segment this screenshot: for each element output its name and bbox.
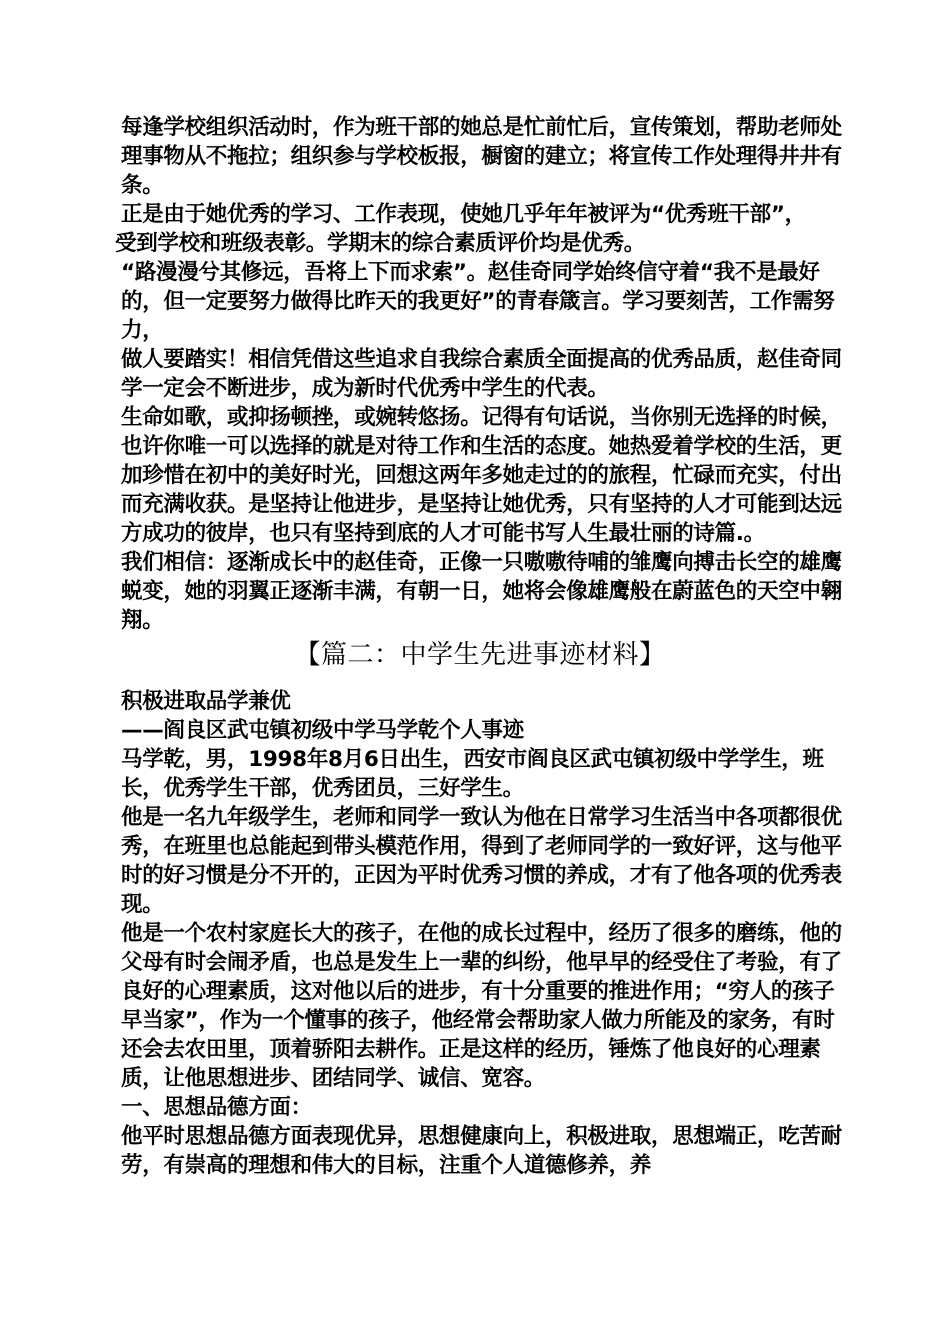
document-page <box>115 113 845 1180</box>
article-subtitle: ——阎良区武屯镇初级中学马学乾个人事迹 <box>121 718 524 743</box>
paragraph: 生命如歌，或抑扬顿挫，或婉转悠扬。记得有句话说，当你别无选择的时候，也许你唯一可以选择的就是对待工作和生活的态度。她热爱着学校的生活，更加珍惜在初中的美好时光，回想这两年多她走过的的旅程，忙碌而充实，付出而充满收获。是坚持让他进步，是坚持让她优秀，只有坚持的人才可能到达远方成功的彼岸，也只有坚持到底的人才可能书写人生最壮丽的诗篇.。 <box>121 405 842 546</box>
paragraph: 做人要踏实！相信凭借这些追求自我综合素质全面提高的优秀品质，赵佳奇同学一定会不断进步，成为新时代优秀中学生的代表。 <box>121 347 842 401</box>
section-subheading: 一、思想品德方面： <box>121 1095 312 1120</box>
paragraph: 马学乾，男，1998年8月6日出生，西安市阎良区武屯镇初级中学学生，班长，优秀学生干部，优秀团员，三好学生。 <box>121 747 824 801</box>
paragraph: 正是由于她优秀的学习、工作表现，使她几乎年年被评为“优秀班干部”， <box>121 202 806 227</box>
paragraph: 他平时思想品德方面表现优异，思想健康向上，积极进取，思想端正，吃苦耐劳，有崇高的理想和伟大的目标，注重个人道德修养，养 <box>121 1124 842 1178</box>
section-heading: 【篇二：中学生先进事迹材料】 <box>294 640 666 670</box>
paragraph: 我们相信：逐渐成长中的赵佳奇，正像一只嗷嗷待哺的雏鹰向搏击长空的雄鹰蜕变，她的羽翼正逐渐丰满，有朝一日，她将会像雄鹰般在蔚蓝色的天空中翱翔。 <box>121 550 842 633</box>
paragraph: 他是一个农村家庭长大的孩子，在他的成长过程中，经历了很多的磨练，他的父母有时会闹矛盾，也总是发生上一辈的纠纷，他早早的经受住了考验，有了良好的心理素质，这对他以后的进步，有十分重要的推进作用；“穷人的孩子早当家”，作为一个懂事的孩子，他经常会帮助家人做力所能及的家务，有时还会去农田里，顶着骄阳去耕作。正是这样的经历，锤炼了他良好的心理素质，让他思想进步、团结同学、诚信、宽容。 <box>121 921 842 1091</box>
paragraph: 受到学校和班级表彰。学期末的综合素质评价均是优秀。 <box>115 231 646 256</box>
paragraph: 他是一名九年级学生，老师和同学一致认为他在日常学习生活当中各项都很优秀，在班里也总能起到带头模范作用，得到了老师同学的一致好评，这与他平时的好习惯是分不开的，正因为平时优秀习惯的养成，才有了他各项的优秀表现。 <box>121 805 842 917</box>
paragraph: 每逢学校组织活动时，作为班干部的她总是忙前忙后，宣传策划，帮助老师处理事物从不拖拉；组织参与学校板报，橱窗的建立；将宣传工作处理得井井有条。 <box>121 115 842 198</box>
paragraph: “路漫漫兮其修远，吾将上下而求索”。赵佳奇同学始终信守着“我不是最好的，但一定要努力做得比昨天的我更好”的青春箴言。学习要刻苦，工作需努力， <box>121 260 835 343</box>
article-title: 积极进取品学兼优 <box>121 689 291 714</box>
